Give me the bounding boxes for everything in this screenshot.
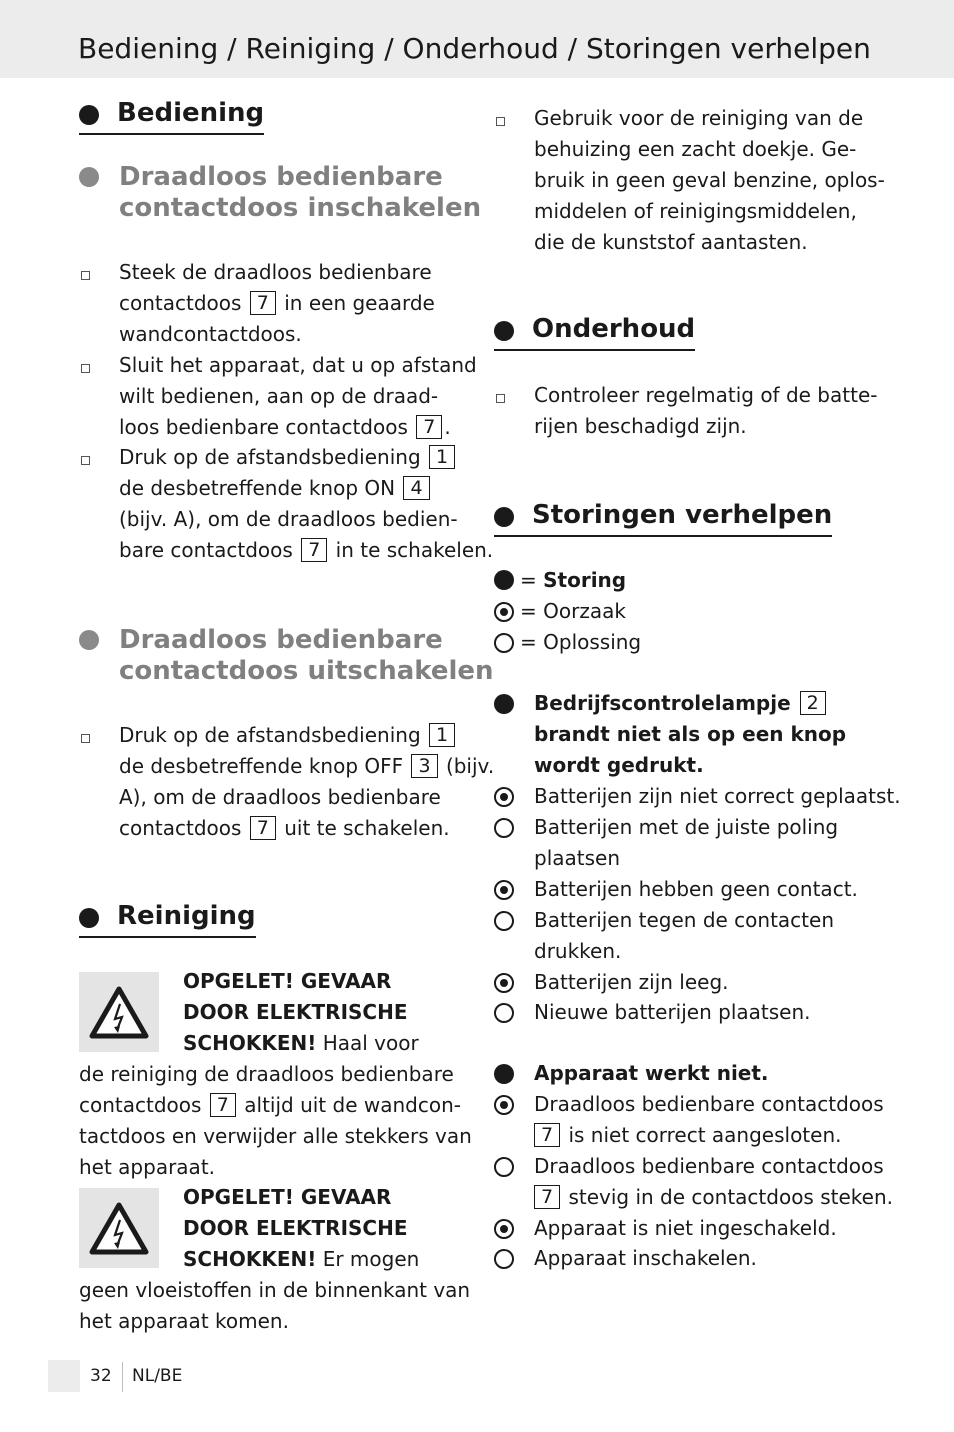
ref-number: 7 xyxy=(534,1185,560,1209)
fix-row: Apparaat inschakelen. xyxy=(494,1243,757,1274)
cause-row: Batterijen hebben geen contact. xyxy=(494,874,858,905)
heading-storingen: Storingen verhelpen xyxy=(494,500,832,537)
list-item: Controleer regelmatig of de batte- rijen beschadigd zijn. xyxy=(494,380,877,442)
dot-circle-icon xyxy=(494,973,514,993)
warning-text-2-continued: geen vloeistoffen in de binnenkant van het apparaat komen. xyxy=(79,1278,471,1333)
checkbox-square-icon xyxy=(81,456,90,465)
fault-title: Apparaat werkt niet. xyxy=(494,1058,769,1089)
ref-number: 7 xyxy=(210,1093,236,1117)
list-item: Gebruik voor de reiniging van de behuizing een zacht doekje. Ge- bruik in geen geval benzine, oplos- middelen of reinigingsmiddelen, die de kunststof aantasten. xyxy=(494,103,885,258)
bullet-icon xyxy=(79,908,99,928)
heading-inschakelen: Draadloos bedienbare contactdoos inschakelen xyxy=(79,162,481,224)
ref-number: 7 xyxy=(301,538,327,562)
footer-divider xyxy=(122,1362,123,1392)
filled-circle-icon xyxy=(494,570,514,590)
dot-circle-icon xyxy=(494,880,514,900)
list-item: Sluit het apparaat, dat u op afstand wilt bedienen, aan op de draad- loos bedienbare contactdoos 7 . xyxy=(79,350,477,443)
fix-row: Nieuwe batterijen plaatsen. xyxy=(494,997,811,1028)
language-code: NL/BE xyxy=(132,1366,183,1386)
fix-row: Batterijen met de juiste poling plaatsen xyxy=(494,812,838,874)
ref-number: 1 xyxy=(429,445,455,469)
dot-circle-icon xyxy=(494,1095,514,1115)
footer-marker xyxy=(48,1360,80,1392)
checkbox-square-icon xyxy=(81,734,90,743)
warning-text-1-continued: de reiniging de draadloos bedienbare contactdoos 7 altijd uit de wandcon- tactdoos en verwijder alle stekkers van het apparaat. xyxy=(79,1062,472,1179)
list-item: Druk op de afstandsbediening 1 de desbetreffende knop ON 4 (bijv. A), om de draadloos bedien- bare contactdoos 7 in te schakelen. xyxy=(79,442,493,566)
warning-text-1: OPGELET! GEVAAR DOOR ELEKTRISCHE SCHOKKEN! Haal voor xyxy=(183,969,419,1055)
heading-uitschakelen: Draadloos bedienbare contactdoos uitschakelen xyxy=(79,625,494,687)
open-circle-icon xyxy=(494,633,514,653)
bullet-icon xyxy=(79,630,99,650)
bullet-icon xyxy=(494,507,514,527)
ref-number: 2 xyxy=(800,691,826,715)
checkbox-square-icon xyxy=(81,271,90,280)
legend-storing: = Storing xyxy=(494,565,626,596)
bullet-icon xyxy=(494,321,514,341)
heading-reiniging: Reiniging xyxy=(79,901,256,938)
ref-number: 7 xyxy=(534,1123,560,1147)
filled-circle-icon xyxy=(494,1064,514,1084)
ref-number: 7 xyxy=(250,816,276,840)
ref-number: 3 xyxy=(411,754,437,778)
open-circle-icon xyxy=(494,911,514,931)
dot-circle-icon xyxy=(494,787,514,807)
ref-number: 7 xyxy=(250,291,276,315)
open-circle-icon xyxy=(494,818,514,838)
checkbox-square-icon xyxy=(496,394,505,403)
fix-row: Draadloos bedienbare contactdoos 7 stevig in de contactdoos steken. xyxy=(494,1151,893,1213)
ref-number: 4 xyxy=(403,476,429,500)
checkbox-square-icon xyxy=(81,364,90,373)
list-item: Steek de draadloos bedienbare contactdoos 7 in een geaarde wandcontactdoos. xyxy=(79,257,435,350)
bullet-icon xyxy=(79,167,99,187)
warning-triangle-icon xyxy=(79,972,159,1052)
cause-row: Batterijen zijn niet correct geplaatst. xyxy=(494,781,901,812)
open-circle-icon xyxy=(494,1003,514,1023)
dot-circle-icon xyxy=(494,1219,514,1239)
warning-triangle-icon xyxy=(79,1188,159,1268)
cause-row: Apparaat is niet ingeschakeld. xyxy=(494,1213,837,1244)
list-item: Druk op de afstandsbediening 1 de desbetreffende knop OFF 3 (bijv. A), om de draadloos bedienbare contactdoos 7 uit te schakelen. xyxy=(79,720,494,844)
heading-onderhoud: Onderhoud xyxy=(494,314,695,351)
checkbox-square-icon xyxy=(496,117,505,126)
warning-text-2: OPGELET! GEVAAR DOOR ELEKTRISCHE SCHOKKEN! Er mogen xyxy=(183,1185,420,1271)
cause-row: Draadloos bedienbare contactdoos 7 is niet correct aangesloten. xyxy=(494,1089,884,1151)
page-title: Bediening / Reiniging / Onderhoud / Storingen verhelpen xyxy=(78,32,871,65)
open-circle-icon xyxy=(494,1157,514,1177)
ref-number: 1 xyxy=(429,723,455,747)
fault-title: Bedrijfscontrolelampje 2 brandt niet als op een knop wordt gedrukt. xyxy=(494,688,846,781)
ref-number: 7 xyxy=(416,415,442,439)
cause-row: Batterijen zijn leeg. xyxy=(494,967,729,998)
dot-circle-icon xyxy=(494,602,514,622)
page-number: 32 xyxy=(90,1366,112,1386)
heading-bediening: Bediening xyxy=(79,98,264,135)
filled-circle-icon xyxy=(494,694,514,714)
fix-row: Batterijen tegen de contacten drukken. xyxy=(494,905,834,967)
open-circle-icon xyxy=(494,1249,514,1269)
legend-oorzaak: = Oorzaak xyxy=(494,596,626,627)
bullet-icon xyxy=(79,105,99,125)
legend-oplossing: = Oplossing xyxy=(494,627,641,658)
